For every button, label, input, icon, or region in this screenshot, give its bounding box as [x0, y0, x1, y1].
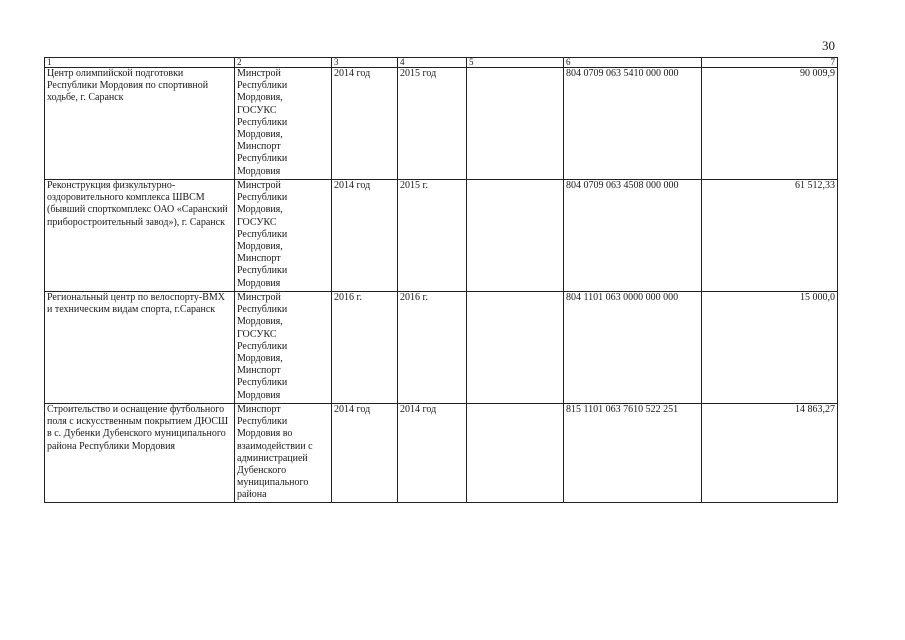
column-number-1: 1: [45, 58, 235, 68]
table-row: [45, 404, 838, 503]
table-row: [45, 292, 838, 404]
end-year-cell: 2014 год: [398, 404, 467, 503]
column-number-7: 7: [702, 58, 838, 68]
column-number-4: 4: [398, 58, 467, 68]
responsible-cell: Минстрой Республики Мордовия, ГОСУКС Республики Мордовия, Минспорт Республики Мордовия: [235, 68, 332, 180]
column-number-5: 5: [467, 58, 564, 68]
amount-cell: 90 009,9: [702, 68, 838, 180]
end-year-cell: 2015 г.: [398, 180, 467, 292]
start-year-cell: 2014 год: [332, 404, 398, 503]
table-row: [45, 68, 838, 180]
column-number-2: 2: [235, 58, 332, 68]
end-year-cell: 2016 г.: [398, 292, 467, 404]
start-year-cell: 2014 год: [332, 180, 398, 292]
column-number-row: [45, 58, 838, 68]
budget-code-cell: 804 0709 063 4508 000 000: [564, 180, 702, 292]
responsible-cell: Минстрой Республики Мордовия, ГОСУКС Республики Мордовия, Минспорт Республики Мордовия: [235, 180, 332, 292]
empty-cell: [467, 292, 564, 404]
program-objects-table: [44, 57, 838, 503]
responsible-cell: Минспорт Республики Мордовия во взаимодействии с администрацией Дубенского муниципального района: [235, 404, 332, 503]
budget-code-cell: 804 0709 063 5410 000 000: [564, 68, 702, 180]
amount-cell: 14 863,27: [702, 404, 838, 503]
object-name-cell: Региональный центр по велоспорту-ВМХ и техническим видам спорта, г.Саранск: [45, 292, 235, 404]
column-number-3: 3: [332, 58, 398, 68]
responsible-cell: Минстрой Республики Мордовия, ГОСУКС Республики Мордовия, Минспорт Республики Мордовия: [235, 292, 332, 404]
amount-cell: 15 000,0: [702, 292, 838, 404]
amount-cell: 61 512,33: [702, 180, 838, 292]
empty-cell: [467, 180, 564, 292]
object-name-cell: Строительство и оснащение футбольного поля с искусственным покрытием ДЮСШ в с. Дубенки Дубенского муниципального района Республики Мордовия: [45, 404, 235, 503]
end-year-cell: 2015 год: [398, 68, 467, 180]
empty-cell: [467, 68, 564, 180]
table-row: [45, 180, 838, 292]
column-number-6: 6: [564, 58, 702, 68]
object-name-cell: Центр олимпийской подготовки Республики Мордовия по спортивной ходьбе, г. Саранск: [45, 68, 235, 180]
budget-code-cell: 804 1101 063 0000 000 000: [564, 292, 702, 404]
empty-cell: [467, 404, 564, 503]
start-year-cell: 2014 год: [332, 68, 398, 180]
budget-code-cell: 815 1101 063 7610 522 251: [564, 404, 702, 503]
start-year-cell: 2016 г.: [332, 292, 398, 404]
page-number: 30: [822, 38, 835, 53]
object-name-cell: Реконструкция физкультурно-оздоровительного комплекса ШВСМ (бывший спорткомплекс ОАО «Саранский приборостроительный завод»), г. Саранск: [45, 180, 235, 292]
